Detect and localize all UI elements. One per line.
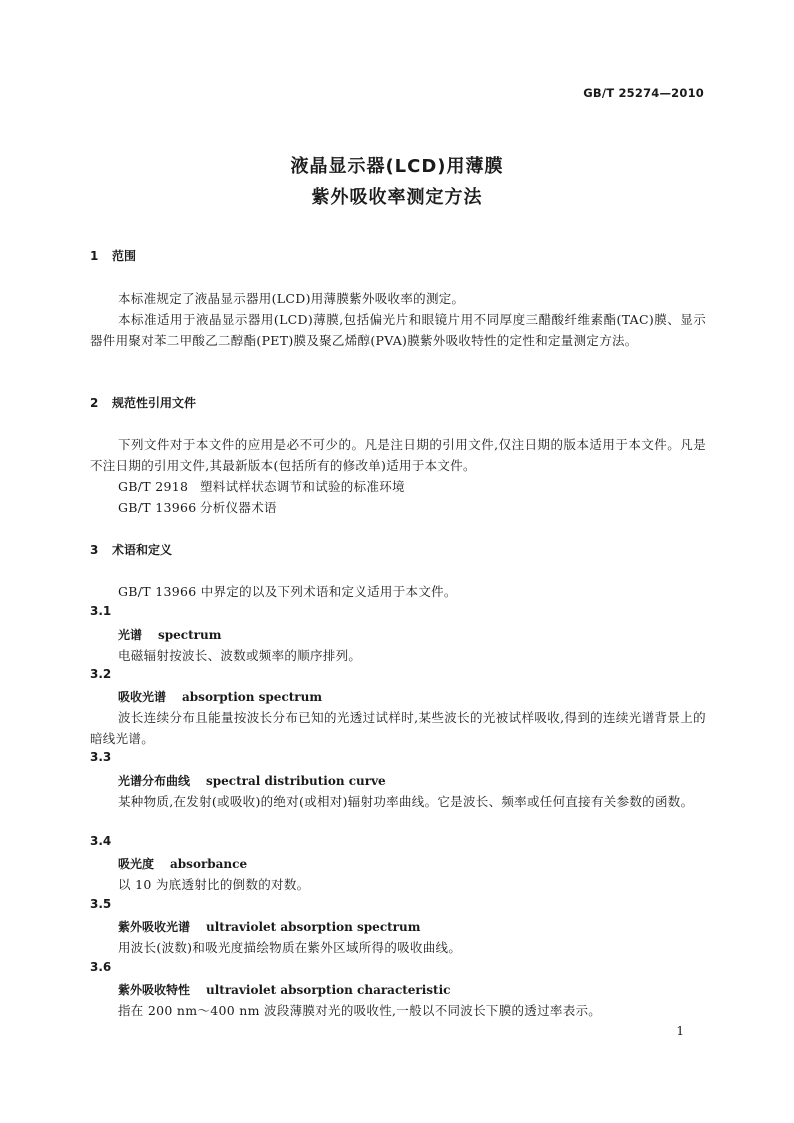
term-definition: 波长连续分布且能量按波长分布已知的光透过试样时,某些波长的光被试样吸收,得到的连续光谱背景上的暗线光谱。	[90, 710, 706, 746]
section-heading-3	[90, 541, 172, 558]
document-title-line2: 紫外吸收率测定方法	[311, 187, 483, 208]
term-zh: 吸收光谱	[118, 690, 167, 704]
term-heading	[118, 855, 247, 872]
section-title: 规范性引用文件	[112, 396, 197, 410]
section-number: 3	[90, 543, 99, 557]
clause-number: 3.3	[90, 750, 112, 764]
term-heading	[118, 626, 221, 643]
term-en: spectrum	[158, 628, 222, 642]
section-number: 1	[90, 249, 99, 263]
reference-item	[118, 497, 277, 518]
clause-number: 3.6	[90, 960, 112, 974]
term-zh: 吸光度	[118, 857, 155, 871]
term-definition: 指在 200 nm～400 nm 波段薄膜对光的吸收性,一般以不同波长下膜的透过率表示。	[118, 1003, 602, 1018]
reference-title: 塑料试样状态调节和试验的标准环境	[200, 479, 405, 494]
page-number: 1	[676, 1024, 684, 1038]
standard-number: GB/T 25274—2010	[583, 86, 704, 100]
term-en: absorbance	[170, 857, 248, 871]
section-title: 术语和定义	[112, 543, 173, 557]
clause-number: 3.1	[90, 604, 112, 618]
term-heading	[118, 688, 322, 705]
term-en: ultraviolet absorption characteristic	[206, 983, 451, 997]
clause-number: 3.5	[90, 897, 112, 911]
clause-number: 3.2	[90, 667, 112, 681]
term-zh: 紫外吸收光谱	[118, 920, 191, 934]
section-number: 2	[90, 396, 99, 410]
term-en: spectral distribution curve	[206, 774, 386, 788]
term-definition: 某种物质,在发射(或吸收)的绝对(或相对)辐射功率曲线。它是波长、频率或任何直接有关参数的函数。	[118, 794, 694, 809]
paragraph: 本标准适用于液晶显示器用(LCD)薄膜,包括偏光片和眼镜片用不同厚度三醋酸纤维素酯(TAC)膜、显示器件用聚对苯二甲酸乙二醇酯(PET)膜及聚乙烯醇(PVA)膜紫外吸收特性的定性和定量测定方法。	[90, 312, 706, 348]
reference-code: GB/T 13966	[118, 500, 197, 515]
reference-item	[118, 476, 405, 497]
reference-code: GB/T 2918	[118, 479, 189, 494]
term-heading	[118, 772, 386, 789]
clause-number: 3.4	[90, 834, 112, 848]
term-zh: 紫外吸收特性	[118, 983, 191, 997]
reference-title: 分析仪器术语	[200, 500, 277, 515]
term-zh: 光谱	[118, 628, 143, 642]
term-definition: 用波长(波数)和吸光度描绘物质在紫外区域所得的吸收曲线。	[118, 940, 462, 955]
term-heading	[118, 918, 420, 935]
paragraph: 下列文件对于本文件的应用是必不可少的。凡是注日期的引用文件,仅注日期的版本适用于本文件。凡是不注日期的引用文件,其最新版本(包括所有的修改单)适用于本文件。	[90, 437, 706, 473]
term-zh: 光谱分布曲线	[118, 774, 191, 788]
term-definition: 以 10 为底透射比的倒数的对数。	[118, 877, 310, 892]
section-title: 范围	[112, 249, 137, 263]
paragraph: GB/T 13966 中界定的以及下列术语和定义适用于本文件。	[118, 584, 457, 599]
term-en: ultraviolet absorption spectrum	[206, 920, 421, 934]
section-heading-2	[90, 394, 196, 411]
term-definition: 电磁辐射按波长、波数或频率的顺序排列。	[118, 648, 362, 663]
document-title-line1: 液晶显示器(LCD)用薄膜	[290, 156, 504, 177]
term-heading	[118, 981, 450, 998]
term-en: absorption spectrum	[182, 690, 323, 704]
paragraph: 本标准规定了液晶显示器用(LCD)用薄膜紫外吸收率的测定。	[118, 291, 465, 306]
section-heading-1	[90, 247, 136, 264]
